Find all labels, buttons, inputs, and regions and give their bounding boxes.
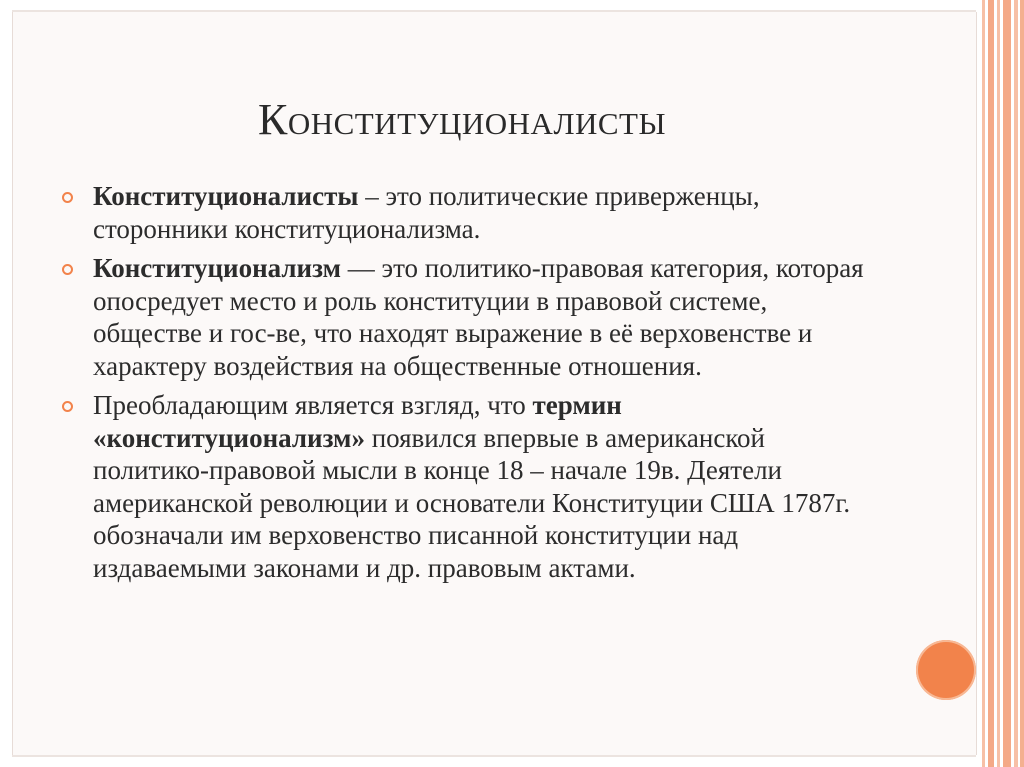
- stripe: [997, 0, 1000, 767]
- slide-title: Конституционалисты: [258, 95, 667, 144]
- stripe: [1014, 0, 1018, 767]
- bullet-term: Конституционалисты: [93, 181, 359, 211]
- stripe: [1020, 0, 1024, 767]
- bullet-text: — это политико-правовая категория, которая опосредует место и роль конституции в правовой системе, обществе и гос-ве, что находят выражение в её верховенстве и характеру воздействия на общественные отношения.: [93, 253, 864, 381]
- bottom-border: [12, 755, 976, 757]
- bullet-text: – это политические приверженцы, сторонники конституционализма.: [93, 181, 760, 244]
- bullet-term: Конституционализм: [93, 253, 341, 283]
- bullet-text: появился впервые в американской политико-правовой мысли в конце 18 – начале 19в. Деятели американской революции и основатели Конституции США 1787г. обозначали им верховенство писанной конституции над издаваемыми законами и др. правовым актами.: [93, 422, 851, 583]
- bullet-item: [60, 389, 880, 584]
- decorative-circle: [916, 640, 976, 700]
- bullet-circle-icon: [62, 264, 73, 275]
- bullet-prefix: Преобладающим является взгляд, что: [93, 390, 533, 420]
- stripe: [1003, 0, 1011, 767]
- bullet-term: термин «конституционализм»: [93, 390, 622, 453]
- bullet-circle-icon: [62, 192, 73, 203]
- bullet-circle-icon: [62, 401, 73, 412]
- top-border: [12, 10, 976, 12]
- bullet-item: [60, 252, 880, 382]
- bullet-item: [60, 180, 880, 245]
- stripe: [982, 0, 985, 767]
- bullet-list: [60, 180, 880, 591]
- stripe: [988, 0, 994, 767]
